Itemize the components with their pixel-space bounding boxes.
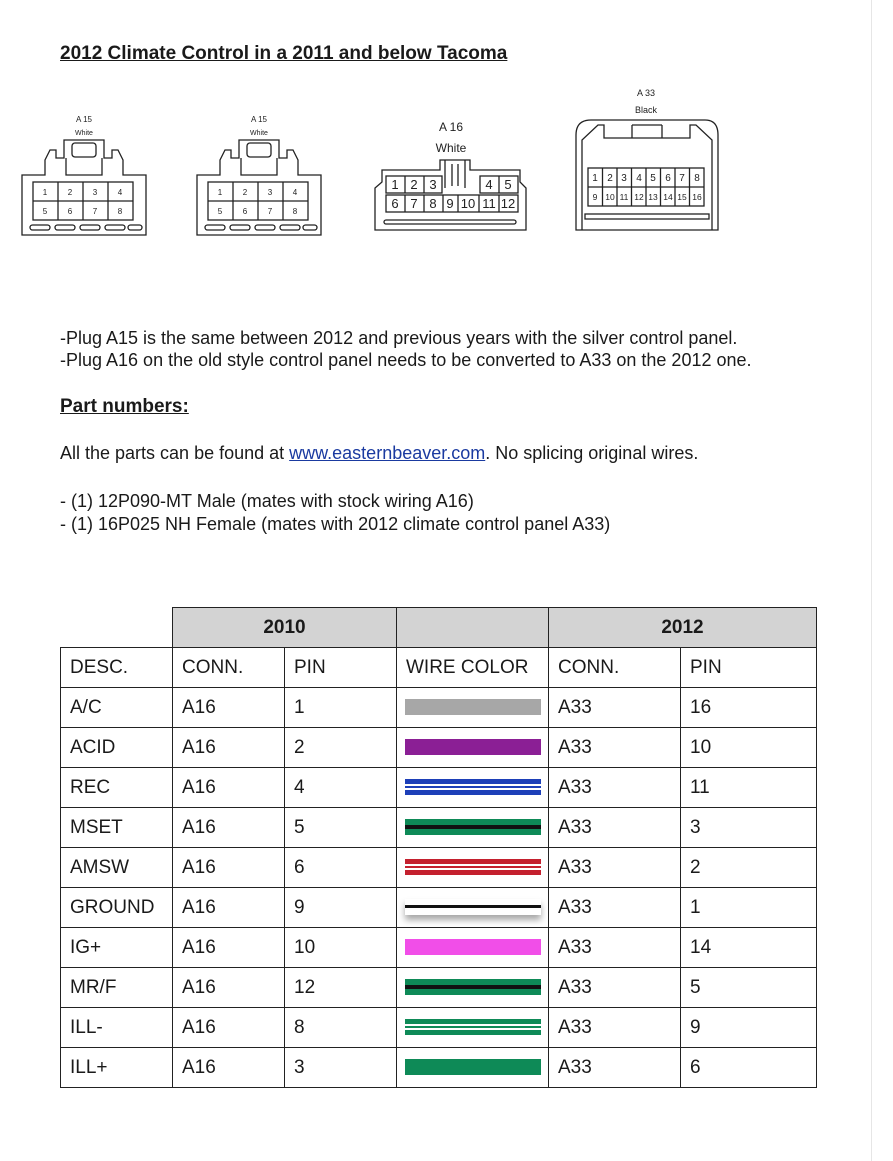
cell-wire-color (397, 1008, 549, 1048)
table-row (61, 728, 817, 768)
cell-conn-old: A16 (173, 968, 285, 1008)
wire-color-swatch (405, 859, 541, 875)
svg-text:7: 7 (267, 207, 273, 216)
svg-text:2: 2 (242, 188, 248, 197)
cell-desc: IG+ (61, 928, 173, 968)
connector-a16 (375, 120, 526, 230)
cell-conn-new: A33 (549, 728, 681, 768)
col-header-desc: DESC. (61, 648, 173, 688)
svg-text:13: 13 (648, 192, 658, 202)
cell-pin-old: 8 (285, 1008, 397, 1048)
svg-text:2: 2 (67, 188, 73, 197)
svg-text:15: 15 (677, 192, 687, 202)
page-edge (871, 0, 872, 1161)
svg-text:1: 1 (391, 177, 399, 192)
svg-text:7: 7 (679, 173, 685, 184)
table-group-header-row (61, 608, 817, 648)
cell-desc: MSET (61, 808, 173, 848)
col-header-wire-color: WIRE COLOR (397, 648, 549, 688)
svg-text:2: 2 (410, 177, 418, 192)
connector-color-label: White (435, 141, 467, 155)
svg-text:4: 4 (292, 188, 298, 197)
table-row (61, 928, 817, 968)
svg-text:3: 3 (429, 177, 437, 192)
table-row (61, 808, 817, 848)
table-row (61, 1048, 817, 1088)
cell-pin-old: 3 (285, 1048, 397, 1088)
connector-a15-right (197, 115, 321, 235)
table-row (61, 688, 817, 728)
group-header-blank (397, 608, 549, 648)
cell-wire-color (397, 728, 549, 768)
cell-conn-new: A33 (549, 688, 681, 728)
cell-conn-new: A33 (549, 1048, 681, 1088)
wiring-table (60, 607, 817, 1088)
col-header-conn-new: CONN. (549, 648, 681, 688)
wire-color-swatch (405, 819, 541, 835)
col-header-pin-new: PIN (681, 648, 817, 688)
connector-color-label: White (75, 130, 93, 137)
wire-color-swatch (405, 1019, 541, 1035)
wire-color-swatch (405, 979, 541, 995)
svg-text:5: 5 (650, 173, 656, 184)
wire-color-swatch (405, 899, 541, 915)
cell-conn-new: A33 (549, 888, 681, 928)
table-row (61, 968, 817, 1008)
cell-pin-new: 14 (681, 928, 817, 968)
cell-conn-old: A16 (173, 808, 285, 848)
svg-text:11: 11 (619, 192, 629, 202)
part-numbers-heading: Part numbers: (60, 396, 189, 417)
cell-pin-old: 2 (285, 728, 397, 768)
part-item: - (1) 12P090-MT Male (mates with stock wiring A16) (60, 491, 474, 511)
cell-wire-color (397, 888, 549, 928)
cell-desc: ILL- (61, 1008, 173, 1048)
cell-pin-old: 6 (285, 848, 397, 888)
cell-desc: A/C (61, 688, 173, 728)
group-header-2010: 2010 (173, 608, 397, 648)
svg-text:1: 1 (217, 188, 223, 197)
cell-wire-color (397, 928, 549, 968)
cell-pin-new: 3 (681, 808, 817, 848)
svg-text:16: 16 (692, 192, 702, 202)
cell-conn-old: A16 (173, 888, 285, 928)
svg-text:9: 9 (592, 192, 598, 202)
svg-text:10: 10 (605, 192, 615, 202)
table-row (61, 768, 817, 808)
cell-conn-old: A16 (173, 768, 285, 808)
cell-pin-new: 5 (681, 968, 817, 1008)
cell-conn-old: A16 (173, 1008, 285, 1048)
wire-color-swatch (405, 699, 541, 715)
table-header-row (61, 648, 817, 688)
cell-conn-new: A33 (549, 968, 681, 1008)
cell-pin-new: 10 (681, 728, 817, 768)
parts-intro: All the parts can be found at www.easternbeaver.com. No splicing original wires. (60, 443, 699, 463)
connector-a15-left (22, 115, 146, 235)
cell-pin-new: 9 (681, 1008, 817, 1048)
wire-color-swatch (405, 779, 541, 795)
cell-desc: ACID (61, 728, 173, 768)
svg-text:7: 7 (92, 207, 98, 216)
cell-desc: REC (61, 768, 173, 808)
connector-label: A 16 (438, 120, 464, 134)
cell-pin-old: 12 (285, 968, 397, 1008)
cell-pin-old: 1 (285, 688, 397, 728)
svg-text:12: 12 (500, 196, 516, 211)
note-a15: -Plug A15 is the same between 2012 and previous years with the silver control panel. (60, 328, 738, 348)
note-a16: -Plug A16 on the old style control panel needs to be converted to A33 on the 2012 one. (60, 350, 752, 370)
connector-color-label: Black (634, 105, 658, 115)
col-header-conn-old: CONN. (173, 648, 285, 688)
table-header-blank (61, 608, 173, 648)
table-row (61, 1008, 817, 1048)
group-header-2012: 2012 (549, 608, 817, 648)
svg-text:6: 6 (242, 207, 248, 216)
cell-conn-new: A33 (549, 808, 681, 848)
svg-text:4: 4 (636, 173, 642, 184)
svg-text:7: 7 (410, 196, 418, 211)
connector-diagrams (0, 80, 893, 260)
svg-text:6: 6 (67, 207, 73, 216)
svg-text:6: 6 (391, 196, 399, 211)
cell-pin-old: 10 (285, 928, 397, 968)
wire-color-swatch (405, 739, 541, 755)
cell-pin-new: 6 (681, 1048, 817, 1088)
svg-text:10: 10 (460, 196, 476, 211)
svg-text:6: 6 (665, 173, 671, 184)
svg-text:3: 3 (92, 188, 98, 197)
cell-conn-old: A16 (173, 1048, 285, 1088)
cell-pin-old: 9 (285, 888, 397, 928)
table-row (61, 888, 817, 928)
cell-conn-new: A33 (549, 1008, 681, 1048)
svg-text:11: 11 (482, 196, 496, 211)
svg-text:14: 14 (663, 192, 673, 202)
cell-wire-color (397, 968, 549, 1008)
table-row (61, 848, 817, 888)
svg-text:8: 8 (429, 196, 437, 211)
cell-conn-new: A33 (549, 928, 681, 968)
cell-pin-new: 2 (681, 848, 817, 888)
cell-desc: ILL+ (61, 1048, 173, 1088)
cell-pin-old: 5 (285, 808, 397, 848)
svg-text:5: 5 (504, 177, 512, 192)
svg-text:4: 4 (117, 188, 123, 197)
svg-text:5: 5 (42, 207, 48, 216)
connector-color-label: White (250, 130, 268, 137)
cell-pin-new: 1 (681, 888, 817, 928)
cell-desc: GROUND (61, 888, 173, 928)
wire-color-swatch (405, 939, 541, 955)
cell-pin-new: 16 (681, 688, 817, 728)
cell-conn-old: A16 (173, 728, 285, 768)
connector-label: A 15 (250, 115, 268, 124)
svg-text:4: 4 (485, 177, 493, 192)
cell-pin-new: 11 (681, 768, 817, 808)
svg-text:9: 9 (446, 196, 454, 211)
cell-conn-new: A33 (549, 768, 681, 808)
easternbeaver-link[interactable]: www.easternbeaver.com (289, 443, 486, 463)
cell-pin-old: 4 (285, 768, 397, 808)
svg-text:5: 5 (217, 207, 223, 216)
svg-text:1: 1 (592, 173, 598, 184)
part-item: - (1) 16P025 NH Female (mates with 2012 climate control panel A33) (60, 514, 611, 534)
connector-a33 (576, 88, 718, 230)
svg-text:8: 8 (117, 207, 123, 216)
svg-text:3: 3 (621, 173, 627, 184)
connector-label: A 33 (636, 88, 656, 98)
page-title: 2012 Climate Control in a 2011 and below Tacoma (60, 43, 508, 64)
cell-conn-old: A16 (173, 848, 285, 888)
svg-text:12: 12 (634, 192, 644, 202)
connector-label: A 15 (75, 115, 93, 124)
cell-conn-old: A16 (173, 688, 285, 728)
cell-wire-color (397, 848, 549, 888)
cell-wire-color (397, 1048, 549, 1088)
cell-conn-old: A16 (173, 928, 285, 968)
svg-text:8: 8 (292, 207, 298, 216)
svg-text:8: 8 (694, 173, 700, 184)
cell-wire-color (397, 808, 549, 848)
svg-text:1: 1 (42, 188, 48, 197)
cell-wire-color (397, 688, 549, 728)
cell-wire-color (397, 768, 549, 808)
cell-desc: AMSW (61, 848, 173, 888)
svg-text:3: 3 (267, 188, 273, 197)
cell-conn-new: A33 (549, 848, 681, 888)
col-header-pin-old: PIN (285, 648, 397, 688)
cell-desc: MR/F (61, 968, 173, 1008)
wire-color-swatch (405, 1059, 541, 1075)
svg-text:2: 2 (607, 173, 613, 184)
